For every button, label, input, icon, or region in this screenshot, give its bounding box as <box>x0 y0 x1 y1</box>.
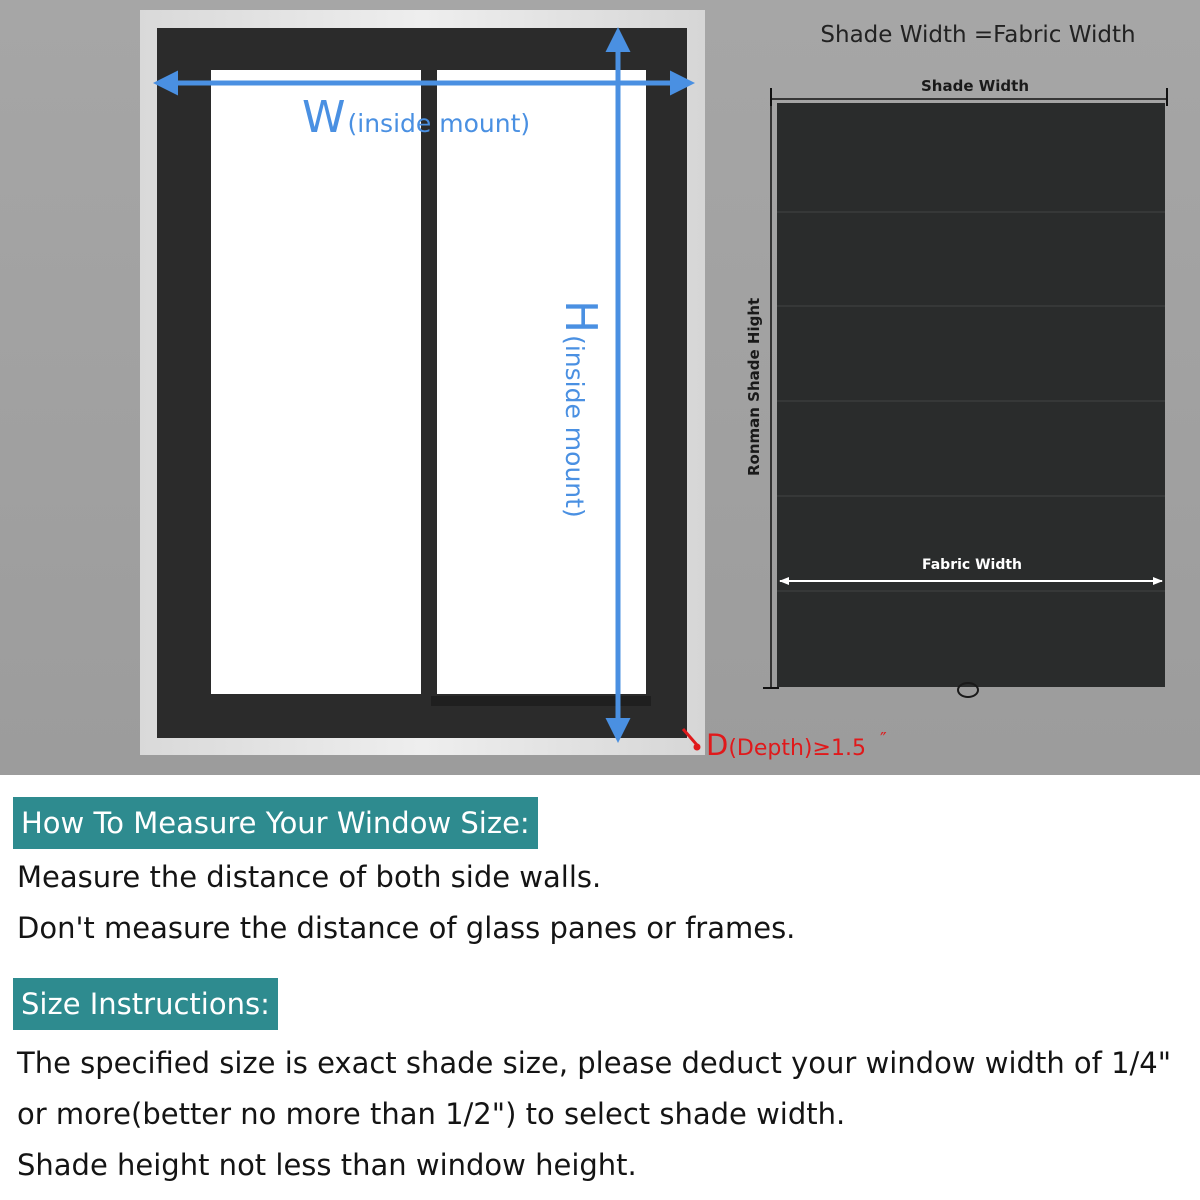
width-label: W(inside mount) <box>302 92 531 143</box>
shade-width-label: Shade Width <box>920 77 1030 95</box>
size-line-1: The specified size is exact shade size, please deduct your window width of 1/4" <box>17 1046 1172 1080</box>
measure-line-1: Measure the distance of both side walls. <box>17 860 602 894</box>
roman-shade <box>777 103 1165 687</box>
depth-dot <box>694 744 701 751</box>
shade-height-label-group <box>745 298 763 476</box>
size-line-3: Shade height not less than window height. <box>17 1148 637 1182</box>
measure-heading: How To Measure Your Window Size: <box>13 797 538 849</box>
shade-height-label: Ronman Shade Hight <box>745 297 763 476</box>
measure-line-2: Don't measure the distance of glass panes or frames. <box>17 911 796 945</box>
fabric-width-label: Fabric Width <box>921 557 1023 573</box>
size-heading: Size Instructions: <box>13 978 278 1030</box>
svg-text:H(inside mount): H(inside mount) <box>555 300 606 518</box>
shade-title: Shade Width =Fabric Width <box>820 22 1136 48</box>
instructions-panel <box>0 775 1200 1200</box>
depth-label: D(Depth)≥1.5 ″ <box>706 728 887 762</box>
right-glass-pane <box>437 70 646 694</box>
size-line-2: or more(better no more than 1/2") to select shade width. <box>17 1097 846 1131</box>
left-glass-pane <box>211 70 421 694</box>
